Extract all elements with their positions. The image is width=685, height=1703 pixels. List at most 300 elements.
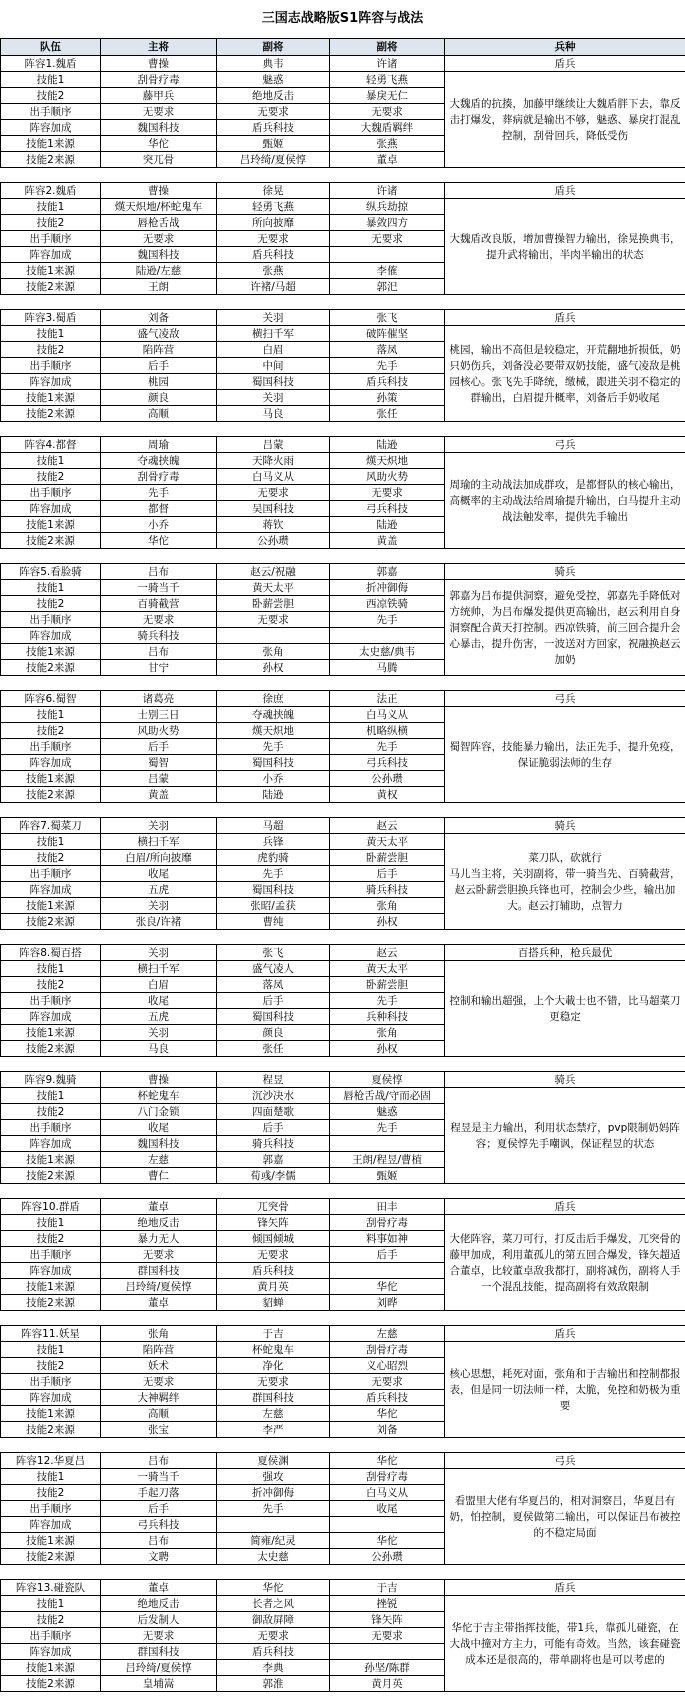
skill-cell: 锋矢阵 — [217, 1215, 330, 1231]
lineup-description: 大魏盾的抗揍，加藤甲继续让大魏盾胖下去，靠反击打爆发，葬病就是输出不够，魅惑、暴戾打混乱控制，刮骨回兵，降低受伤 — [445, 72, 685, 168]
row-label: 技能1来源 — [1, 1406, 101, 1422]
main-general: 吕布 — [101, 1453, 217, 1469]
skill-cell: 蜀国科技 — [217, 1009, 330, 1025]
row-label: 技能2来源 — [1, 914, 101, 930]
row-label: 技能2 — [1, 1358, 101, 1374]
skill-cell: 沉沙决水 — [217, 1088, 330, 1104]
skill-cell: 收尾 — [101, 993, 217, 1009]
skill-cell: 收尾 — [330, 1501, 445, 1517]
skill-cell: 无要求 — [217, 104, 330, 120]
column-header: 队伍 — [1, 39, 101, 56]
lineup-description: 菜刀队，砍就行 马儿当主将，关羽副将，带一骑当先、百骑截营，赵云卧薪尝胆换兵锋也可，控制会少些，输出加大。赵云打辅助，点智力 — [445, 834, 685, 930]
lineup-name: 阵容3.蜀盾 — [1, 310, 101, 326]
row-label: 技能2 — [1, 342, 101, 358]
skill-cell: 蜀智 — [101, 755, 217, 771]
skill-cell: 王朗 — [101, 279, 217, 295]
skill-cell: 皇埔嵩 — [101, 1676, 217, 1692]
skill-cell: 关羽 — [217, 390, 330, 406]
spacer-row — [1, 1438, 685, 1453]
spacer — [1, 1057, 685, 1072]
skill-cell: 先手 — [217, 866, 330, 882]
row-label: 阵容加成 — [1, 1136, 101, 1152]
skill-cell: 一骑当千 — [101, 580, 217, 596]
spacer — [1, 1311, 685, 1326]
vice-general: 关羽 — [217, 310, 330, 326]
troop-type: 百搭兵种，枪兵最优 — [445, 945, 685, 961]
skill-cell: 横扫千军 — [101, 961, 217, 977]
row-label: 技能1来源 — [1, 1660, 101, 1676]
skill-cell: 净化 — [217, 1358, 330, 1374]
skill-cell: 先手 — [217, 1501, 330, 1517]
skill-cell: 张角 — [330, 1025, 445, 1041]
skill-cell: 中间 — [217, 358, 330, 374]
row-label: 技能1 — [1, 453, 101, 469]
row-label: 技能1 — [1, 1215, 101, 1231]
skill-cell: 杯蛇鬼车 — [217, 1342, 330, 1358]
skill-cell: 兵锋 — [217, 834, 330, 850]
skill-cell: 横扫千军 — [217, 326, 330, 342]
row-label: 出手顺序 — [1, 358, 101, 374]
row-label: 技能1 — [1, 1596, 101, 1612]
skill-cell: 吕玲绮/夏侯惇 — [101, 1660, 217, 1676]
lineup-name: 阵容5.看脸骑 — [1, 564, 101, 580]
lineup-header-row — [1, 1326, 685, 1342]
skill-cell: 锋矢阵 — [330, 1612, 445, 1628]
row-label: 技能1 — [1, 326, 101, 342]
spacer — [1, 168, 685, 183]
skill-cell: 颜良 — [101, 390, 217, 406]
row-label: 技能1来源 — [1, 771, 101, 787]
row-label: 阵容加成 — [1, 1009, 101, 1025]
lineup-description: 看盟里大佬有华夏吕的，相对洞察吕，华夏吕有奶，怕控制，夏侯做第二输出，可以保证吕布被控的不稳定局面 — [445, 1469, 685, 1565]
skill-cell: 暴戾无仁 — [330, 88, 445, 104]
table-row — [1, 326, 685, 342]
vice-general: 张飞 — [330, 310, 445, 326]
skill-cell: 长者之风 — [217, 1596, 330, 1612]
skill-cell: 百骑截营 — [101, 596, 217, 612]
skill-cell: 风助火势 — [101, 723, 217, 739]
skill-cell: 大神羁绊 — [101, 1390, 217, 1406]
row-label: 阵容加成 — [1, 628, 101, 644]
skill-cell: 横扫千军 — [101, 834, 217, 850]
skill-cell: 强攻 — [217, 1469, 330, 1485]
skill-cell: 熯天炽地 — [330, 453, 445, 469]
lineup-name: 阵容13.碰瓷队 — [1, 1580, 101, 1596]
skill-cell: 无要求 — [217, 1374, 330, 1390]
skill-cell: 无要求 — [330, 1374, 445, 1390]
skill-cell: 熯天炽地 — [217, 723, 330, 739]
lineup-description: 大佬阵容，菜刀可行，打反击后手爆发，兀突骨的藤甲加成，利用董孤儿的第五回合爆发，锋矢超适合董卓，比较董卓敌我都打，副将减伤，副将人手一个混乱技能，提高副将有效敌限制 — [445, 1215, 685, 1311]
lineup-description: 核心思想，耗死对面，张角和于吉输出和控制都报表，但是同一切法师一样，太脆，免控和奶极为重要 — [445, 1342, 685, 1438]
skill-cell: 杯蛇鬼车 — [101, 1088, 217, 1104]
table-row — [1, 580, 685, 596]
row-label: 阵容加成 — [1, 374, 101, 390]
skill-cell: 白眉 — [217, 342, 330, 358]
row-label: 技能2来源 — [1, 1422, 101, 1438]
skill-cell: 李傕 — [330, 263, 445, 279]
skill-cell: 马腾 — [330, 660, 445, 676]
skill-cell: 董卓 — [101, 1295, 217, 1311]
table-row — [1, 1469, 685, 1485]
skill-cell: 御敌屏障 — [217, 1612, 330, 1628]
skill-cell: 蜀国科技 — [217, 755, 330, 771]
skill-cell: 挫锐 — [330, 1596, 445, 1612]
row-label: 技能2 — [1, 1485, 101, 1501]
spacer-row — [1, 930, 685, 945]
skill-cell: 郭嘉 — [217, 1152, 330, 1168]
skill-cell — [217, 628, 330, 644]
skill-cell: 盛气凌人 — [217, 961, 330, 977]
skill-cell: 黄天太平 — [330, 834, 445, 850]
skill-cell: 大魏盾羁绊 — [330, 120, 445, 136]
lineup-description: 华佗于吉主带指挥技能，带1兵，靠孤儿碰瓷，在大战中撞对方主力，可能有奇效。当然，该套碰瓷成本还是很高的，带单副将也是可以考虑的 — [445, 1596, 685, 1692]
main-general: 张角 — [101, 1326, 217, 1342]
lineup-name: 阵容9.魏骑 — [1, 1072, 101, 1088]
skill-cell: 盾兵科技 — [217, 120, 330, 136]
skill-cell: 夺魂挟魄 — [217, 707, 330, 723]
lineup-header-row — [1, 437, 685, 453]
skill-cell: 熯天炽地/杯蛇鬼车 — [101, 199, 217, 215]
skill-cell: 孙权 — [330, 1041, 445, 1057]
main-general: 周瑜 — [101, 437, 217, 453]
skill-cell: 刘晔 — [330, 1295, 445, 1311]
skill-cell: 马良 — [101, 1041, 217, 1057]
skill-cell: 后手 — [101, 1501, 217, 1517]
skill-cell: 甘宁 — [101, 660, 217, 676]
skill-cell: 骑兵科技 — [217, 1136, 330, 1152]
skill-cell: 孙策 — [330, 390, 445, 406]
vice-general: 兀突骨 — [217, 1199, 330, 1215]
skill-cell: 先手 — [330, 739, 445, 755]
skill-cell — [217, 1517, 330, 1533]
skill-cell: 无要求 — [217, 231, 330, 247]
skill-cell: 唇枪舌战 — [101, 215, 217, 231]
skill-cell: 白马义从 — [330, 1485, 445, 1501]
skill-cell: 暴敛四方 — [330, 215, 445, 231]
vice-general: 于吉 — [217, 1326, 330, 1342]
skill-cell: 后手 — [330, 866, 445, 882]
skill-cell: 骑兵科技 — [101, 628, 217, 644]
spacer-row — [1, 1311, 685, 1326]
skill-cell: 料事如神 — [330, 1231, 445, 1247]
skill-cell: 无要求 — [101, 1374, 217, 1390]
skill-cell: 黄月英 — [330, 1676, 445, 1692]
skill-cell: 甄姬 — [217, 136, 330, 152]
skill-cell: 群国科技 — [217, 1390, 330, 1406]
row-label: 技能1来源 — [1, 1152, 101, 1168]
skill-cell: 四面楚歌 — [217, 1104, 330, 1120]
skill-cell: 吕玲绮/夏侯惇 — [217, 152, 330, 168]
row-label: 技能2 — [1, 1104, 101, 1120]
skill-cell: 张角 — [217, 644, 330, 660]
vice-general: 许诸 — [330, 183, 445, 199]
skill-cell: 五虎 — [101, 1009, 217, 1025]
skill-cell: 孙权 — [330, 914, 445, 930]
troop-type: 盾兵 — [445, 1326, 685, 1342]
row-label: 阵容加成 — [1, 247, 101, 263]
skill-cell: 卧薪尝胆 — [330, 977, 445, 993]
table-row — [1, 199, 685, 215]
skill-cell: 先手 — [217, 739, 330, 755]
skill-cell: 无要求 — [330, 231, 445, 247]
row-label: 技能2来源 — [1, 152, 101, 168]
spacer — [1, 295, 685, 310]
skill-cell: 破阵催坚 — [330, 326, 445, 342]
troop-type: 骑兵 — [445, 1072, 685, 1088]
skill-cell: 手起刀落 — [101, 1485, 217, 1501]
skill-cell: 无要求 — [101, 612, 217, 628]
skill-cell: 魅惑 — [217, 72, 330, 88]
vice-general: 华佗 — [330, 1453, 445, 1469]
table-row — [1, 834, 685, 850]
skill-cell: 吕玲绮/夏侯惇 — [101, 1279, 217, 1295]
skill-cell: 妖术 — [101, 1358, 217, 1374]
skill-cell: 刮骨疗毒 — [330, 1215, 445, 1231]
vice-general: 法正 — [330, 691, 445, 707]
skill-cell: 陆逊 — [217, 787, 330, 803]
vice-general: 郭嘉 — [330, 564, 445, 580]
skill-cell: 郭汜 — [330, 279, 445, 295]
skill-cell: 陷阵营 — [101, 342, 217, 358]
skill-cell: 五虎 — [101, 882, 217, 898]
row-label: 技能1 — [1, 72, 101, 88]
skill-cell — [330, 1263, 445, 1279]
skill-cell: 许褚/马超 — [217, 279, 330, 295]
row-label: 技能2 — [1, 723, 101, 739]
table-row — [1, 1215, 685, 1231]
lineup-table — [0, 38, 685, 1692]
skill-cell: 收尾 — [101, 866, 217, 882]
row-label: 技能2来源 — [1, 533, 101, 549]
vice-general: 徐晃 — [217, 183, 330, 199]
skill-cell: 无要求 — [101, 1247, 217, 1263]
row-label: 技能2来源 — [1, 1549, 101, 1565]
skill-cell: 张任 — [217, 1041, 330, 1057]
row-label: 出手顺序 — [1, 1120, 101, 1136]
skill-cell: 公孙瓒 — [330, 1549, 445, 1565]
skill-cell: 刘备 — [330, 1422, 445, 1438]
spacer — [1, 803, 685, 818]
skill-cell: 张燕 — [330, 136, 445, 152]
row-label: 技能1来源 — [1, 136, 101, 152]
spacer — [1, 549, 685, 564]
skill-cell: 吕布 — [101, 644, 217, 660]
skill-cell: 刮骨疗毒 — [330, 1469, 445, 1485]
row-label: 技能2来源 — [1, 406, 101, 422]
row-label: 阵容加成 — [1, 882, 101, 898]
skill-cell: 魅惑 — [330, 1104, 445, 1120]
column-header: 兵种 — [445, 39, 685, 56]
skill-cell: 陷阵营 — [101, 1342, 217, 1358]
row-label: 技能1 — [1, 961, 101, 977]
skill-cell: 王朗/程昱/曹植 — [330, 1152, 445, 1168]
skill-cell: 无要求 — [101, 104, 217, 120]
skill-cell — [330, 1136, 445, 1152]
row-label: 出手顺序 — [1, 1501, 101, 1517]
lineup-description: 控制和输出超强，上个大載士也不错，比马超菜刀更稳定 — [445, 961, 685, 1057]
spacer-row — [1, 1565, 685, 1580]
row-label: 技能2 — [1, 215, 101, 231]
skill-cell: 弓兵科技 — [101, 1517, 217, 1533]
skill-cell: 曹纯 — [217, 914, 330, 930]
row-label: 阵容加成 — [1, 755, 101, 771]
skill-cell: 兵种科技 — [330, 1009, 445, 1025]
skill-cell: 群国科技 — [101, 1644, 217, 1660]
row-label: 出手顺序 — [1, 1374, 101, 1390]
lineup-description: 郭嘉为吕布提供洞察，避免受控，郭嘉先手降低对方统帅，为吕布爆发提供更高输出，赵云利用自身洞察配合黄天打控制。西凉铁骑，前三回合提升会心暴击，提升伤害，一波送对方回家，祝融换赵云加奶 — [445, 580, 685, 676]
lineup-name: 阵容6.蜀智 — [1, 691, 101, 707]
row-label: 技能1来源 — [1, 390, 101, 406]
skill-cell: 白马义从 — [330, 707, 445, 723]
spacer-row — [1, 1057, 685, 1072]
row-label: 技能1 — [1, 580, 101, 596]
lineup-header-row — [1, 1580, 685, 1596]
row-label: 技能1 — [1, 707, 101, 723]
skill-cell: 骑兵科技 — [330, 882, 445, 898]
main-general: 关羽 — [101, 945, 217, 961]
spacer-row — [1, 168, 685, 183]
column-header: 副将 — [330, 39, 445, 56]
row-label: 阵容加成 — [1, 1390, 101, 1406]
skill-cell: 白马义从 — [217, 469, 330, 485]
lineup-name: 阵容2.魏盾 — [1, 183, 101, 199]
lineup-description: 桃园，输出不高但是较稳定，开荒翻地折损低，奶只奶伤兵，刘备没必要带双奶技能，盛气凌敌是桃园核心。张飞先手降统，缴械，跟进关羽不稳定的群输出，白眉提升概率，刘备后手奶收尾 — [445, 326, 685, 422]
skill-cell: 夺魂挟魄 — [101, 453, 217, 469]
skill-cell: 轻勇飞燕 — [330, 72, 445, 88]
row-label: 技能1来源 — [1, 1025, 101, 1041]
skill-cell: 盾兵科技 — [330, 374, 445, 390]
skill-cell: 魏国科技 — [101, 1136, 217, 1152]
skill-cell: 盾兵科技 — [217, 1263, 330, 1279]
skill-cell: 太史慈 — [217, 1549, 330, 1565]
row-label: 技能2来源 — [1, 1168, 101, 1184]
skill-cell: 先手 — [330, 358, 445, 374]
row-label: 出手顺序 — [1, 1628, 101, 1644]
skill-cell: 小乔 — [101, 517, 217, 533]
lineup-name: 阵容12.华夏吕 — [1, 1453, 101, 1469]
skill-cell: 简雍/纪灵 — [217, 1533, 330, 1549]
vice-general: 左慈 — [330, 1326, 445, 1342]
skill-cell: 蒋钦 — [217, 517, 330, 533]
main-general: 曹操 — [101, 1072, 217, 1088]
skill-cell: 天降火雨 — [217, 453, 330, 469]
skill-cell: 公孙瓒 — [330, 771, 445, 787]
row-label: 技能2 — [1, 596, 101, 612]
row-label: 出手顺序 — [1, 612, 101, 628]
lineup-header-row — [1, 183, 685, 199]
main-general: 曹操 — [101, 183, 217, 199]
lineup-header-row — [1, 1072, 685, 1088]
vice-general: 于吉 — [330, 1580, 445, 1596]
row-label: 阵容加成 — [1, 120, 101, 136]
skill-cell: 马良 — [217, 406, 330, 422]
skill-cell: 八门金锁 — [101, 1104, 217, 1120]
skill-cell: 后手 — [217, 993, 330, 1009]
skill-cell: 都督 — [101, 501, 217, 517]
skill-cell: 群国科技 — [101, 1263, 217, 1279]
lineup-name: 阵容4.都督 — [1, 437, 101, 453]
skill-cell: 华佗 — [101, 533, 217, 549]
page-title: 三国志战略版S1阵容与战法 — [261, 11, 424, 26]
skill-cell: 陆逊 — [330, 517, 445, 533]
skill-cell: 绝地反击 — [217, 88, 330, 104]
vice-general: 程昱 — [217, 1072, 330, 1088]
skill-cell: 李严 — [217, 1422, 330, 1438]
skill-cell: 黄权 — [330, 787, 445, 803]
row-label: 技能2 — [1, 850, 101, 866]
row-label: 技能2 — [1, 469, 101, 485]
skill-cell: 黄天太平 — [330, 961, 445, 977]
vice-general: 赵云 — [330, 945, 445, 961]
skill-cell: 先手 — [330, 1120, 445, 1136]
skill-cell: 暴力无人 — [101, 1231, 217, 1247]
row-label: 技能1来源 — [1, 1279, 101, 1295]
row-label: 技能2来源 — [1, 1295, 101, 1311]
vice-general: 陆逊 — [330, 437, 445, 453]
row-label: 技能1 — [1, 1088, 101, 1104]
row-label: 出手顺序 — [1, 485, 101, 501]
skill-cell: 一骑当千 — [101, 1469, 217, 1485]
skill-cell: 卧薪尝胆 — [330, 850, 445, 866]
skill-cell: 所向披靡 — [217, 215, 330, 231]
skill-cell: 士别三日 — [101, 707, 217, 723]
skill-cell: 张良/许褚 — [101, 914, 217, 930]
skill-cell: 华佗 — [101, 136, 217, 152]
skill-cell: 无要求 — [330, 485, 445, 501]
skill-cell: 吴国科技 — [217, 501, 330, 517]
vice-general: 夏侯渊 — [217, 1453, 330, 1469]
main-general: 吕布 — [101, 564, 217, 580]
lineup-header-row — [1, 310, 685, 326]
row-label: 出手顺序 — [1, 104, 101, 120]
row-label: 技能1 — [1, 834, 101, 850]
skill-cell: 藤甲兵 — [101, 88, 217, 104]
skill-cell: 蜀国科技 — [217, 374, 330, 390]
skill-cell: 卧薪尝胆 — [217, 596, 330, 612]
row-label: 技能1来源 — [1, 644, 101, 660]
vice-general: 典韦 — [217, 56, 330, 72]
table-row — [1, 1596, 685, 1612]
vice-general: 夏侯惇 — [330, 1072, 445, 1088]
vice-general: 吕蒙 — [217, 437, 330, 453]
skill-cell: 甄姬 — [330, 1168, 445, 1184]
skill-cell: 无要求 — [217, 612, 330, 628]
row-label: 技能1来源 — [1, 1533, 101, 1549]
skill-cell: 文聘 — [101, 1549, 217, 1565]
skill-cell: 高顺 — [101, 1406, 217, 1422]
troop-type: 骑兵 — [445, 818, 685, 834]
spacer — [1, 1184, 685, 1199]
skill-cell: 无要求 — [217, 485, 330, 501]
skill-cell: 轻勇飞燕 — [217, 199, 330, 215]
spacer — [1, 1565, 685, 1580]
spacer — [1, 676, 685, 691]
skill-cell: 桃园 — [101, 374, 217, 390]
skill-cell: 孙坚/陈群 — [330, 1660, 445, 1676]
lineup-header-row — [1, 56, 685, 72]
lineup-description: 蜀智阵容，技能暴力输出，法正先手，提升免疫，保证脆弱法师的生存 — [445, 707, 685, 803]
skill-cell — [330, 1644, 445, 1660]
skill-cell: 先手 — [330, 993, 445, 1009]
main-general: 董卓 — [101, 1199, 217, 1215]
skill-cell: 倾国倾城 — [217, 1231, 330, 1247]
row-label: 出手顺序 — [1, 866, 101, 882]
lineup-name: 阵容11.妖星 — [1, 1326, 101, 1342]
row-label: 技能2 — [1, 88, 101, 104]
row-label: 技能2 — [1, 977, 101, 993]
skill-cell: 盾兵科技 — [217, 1644, 330, 1660]
row-label: 技能1来源 — [1, 898, 101, 914]
